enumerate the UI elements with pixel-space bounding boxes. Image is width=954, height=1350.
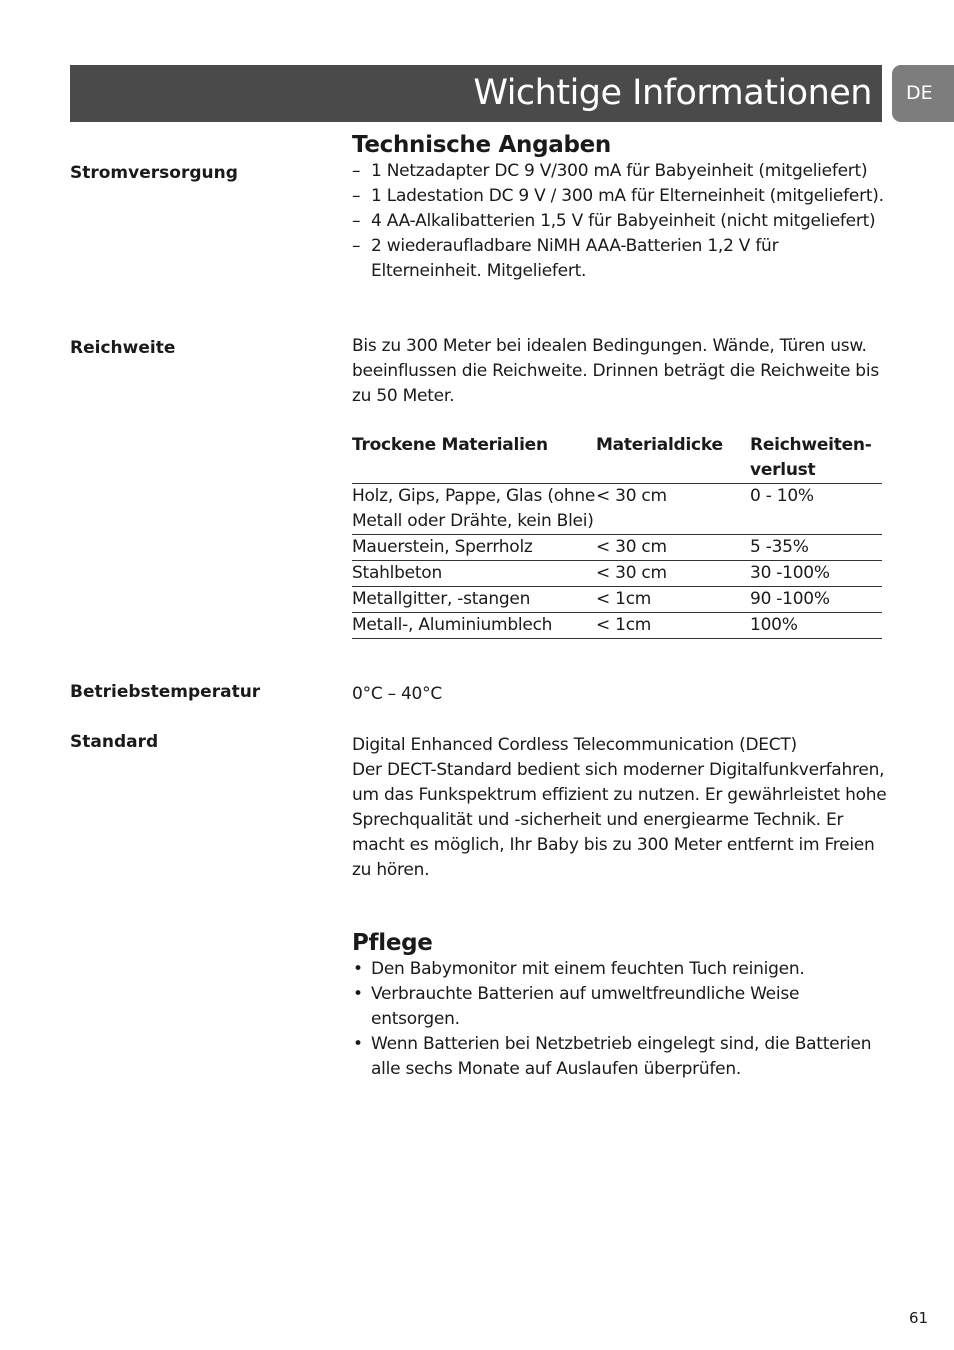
table-row xyxy=(352,561,882,587)
table-cell: Metall-, Aluminiumblech xyxy=(352,615,553,635)
table-row xyxy=(352,613,882,639)
list-item: – 4 AA-Alkalibatterien 1,5 V für Babyeinheit (nicht mitgeliefert) xyxy=(352,209,887,234)
list-item: – 2 wiederaufladbare NiMH AAA-Batterien 1,2 V für Elterneinheit. Mitgeliefert. xyxy=(352,234,887,284)
table-cell: 0 - 10% xyxy=(750,486,814,506)
table-cell: 5 -35% xyxy=(750,537,809,557)
table-cell: 100% xyxy=(750,615,798,635)
table-cell: Mauerstein, Sperrholz xyxy=(352,537,533,557)
standard-text: Digital Enhanced Cordless Telecommunication (DECT) Der DECT-Standard bedient sich moderner Digitalfunkverfahren, um das Funkspektrum effizient zu nutzen. Er gewährleistet hohe Sprechqualität und -sicherheit und energiearme Technik. Er macht es möglich, Ihr Baby bis zu 300 Meter entfernt im Freien zu hören. xyxy=(352,735,887,880)
table-cell: < 1cm xyxy=(596,615,652,635)
list-item: – 1 Ladestation DC 9 V / 300 mA für Elterneinheit (mitgeliefert). xyxy=(352,184,887,209)
table-header: Materialdicke xyxy=(596,435,723,455)
table-cell: 30 -100% xyxy=(750,563,830,583)
list-item: • Verbrauchte Batterien auf umweltfreundliche Weise entsorgen. xyxy=(352,982,887,1032)
table-header: Trockene Materialien xyxy=(352,435,548,455)
section-title-technical: Technische Angaben xyxy=(352,132,611,158)
table-row xyxy=(352,484,882,535)
label-standard: Standard xyxy=(70,732,159,752)
section-title-care: Pflege xyxy=(352,930,433,956)
page-number: 61 xyxy=(909,1309,929,1327)
table-header-row xyxy=(352,433,882,484)
label-operating-temperature: Betriebstemperatur xyxy=(70,682,261,702)
language-tab: DE xyxy=(892,65,954,122)
table-cell: < 30 cm xyxy=(596,563,667,583)
page-header-bar xyxy=(70,65,882,122)
table-cell: 90 -100% xyxy=(750,589,830,609)
label-range: Reichweite xyxy=(70,338,176,358)
list-item: • Den Babymonitor mit einem feuchten Tuch reinigen. xyxy=(352,957,887,982)
table-header: Reichweiten-verlust xyxy=(750,435,872,480)
table-cell: < 30 cm xyxy=(596,486,667,506)
list-item: • Wenn Batterien bei Netzbetrieb eingelegt sind, die Batterien alle sechs Monate auf Auslaufen überprüfen. xyxy=(352,1032,887,1082)
table-cell: Holz, Gips, Pappe, Glas (ohne Metall oder Drähte, kein Blei) xyxy=(352,486,596,531)
page-title: Wichtige Informationen xyxy=(473,73,872,113)
table-cell: Stahlbeton xyxy=(352,563,442,583)
table-cell: < 30 cm xyxy=(596,537,667,557)
table-cell: Metallgitter, -stangen xyxy=(352,589,531,609)
range-loss-table xyxy=(352,433,882,639)
table-row xyxy=(352,535,882,561)
table-row xyxy=(352,587,882,613)
temperature-value: 0°C – 40°C xyxy=(352,684,442,704)
label-power-supply: Stromversorgung xyxy=(70,163,238,183)
table-cell: < 1cm xyxy=(596,589,652,609)
range-text: Bis zu 300 Meter bei idealen Bedingungen. Wände, Türen usw. beeinflussen die Reichweite. Drinnen beträgt die Reichweite bis zu 50 Meter. xyxy=(352,336,879,406)
power-supply-list xyxy=(352,159,887,284)
list-item: – 1 Netzadapter DC 9 V/300 mA für Babyeinheit (mitgeliefert) xyxy=(352,159,887,184)
care-list xyxy=(352,957,887,1082)
